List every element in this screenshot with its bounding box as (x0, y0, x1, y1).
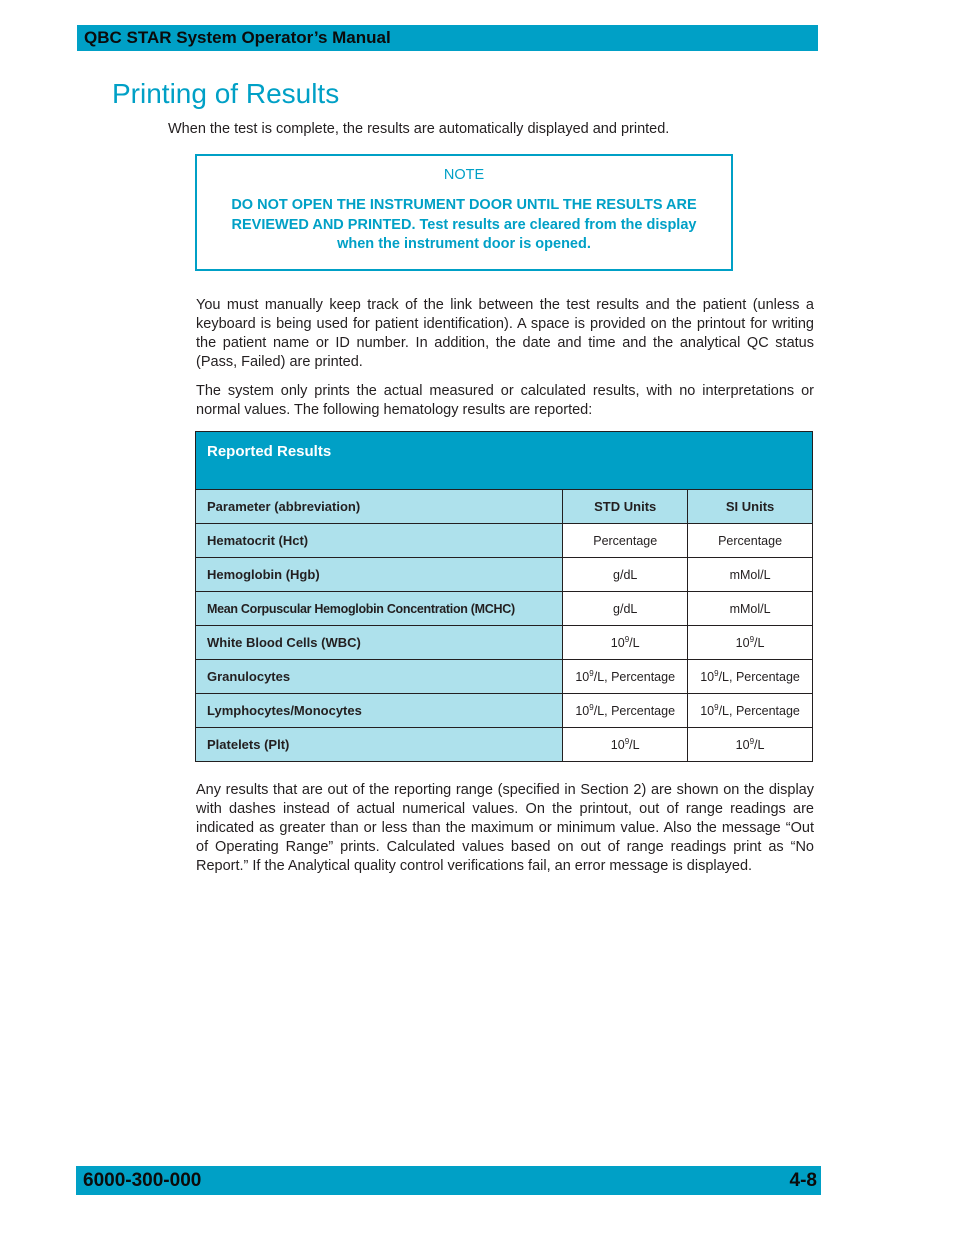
table-row (196, 626, 813, 660)
intro-text: When the test is complete, the results are automatically displayed and printed. (168, 121, 670, 137)
column-header-si-units: SI Units (688, 490, 813, 524)
note-title: NOTE (443, 167, 485, 183)
row-si-unit: mMol/L (688, 592, 813, 626)
row-std-unit: $10^9/L$, Percentage (563, 660, 688, 694)
row-parameter: Granulocytes (196, 660, 563, 694)
paragraph-reported: The system only prints the actual measured or calculated results, with no interpretations or normal values. The following hematology results are reported: (196, 383, 814, 418)
row-si-unit: $10^9/L$ (688, 626, 813, 660)
column-header-std-units: STD Units (563, 490, 688, 524)
row-std-unit: $10^9/L$, Percentage (563, 694, 688, 728)
footer-bar (76, 1166, 821, 1195)
row-std-unit: $10^9/L$ (563, 728, 688, 762)
row-si-unit: mMol/L (688, 558, 813, 592)
row-std-unit: g/dL (563, 592, 688, 626)
row-parameter: White Blood Cells (WBC) (196, 626, 563, 660)
manual-title: QBC STAR System Operator’s Manual (84, 28, 391, 47)
note-warning: DO NOT OPEN THE INSTRUMENT DOOR UNTIL THE RESULTS ARE REVIEWED AND PRINTED. (231, 197, 697, 233)
table-row (196, 592, 813, 626)
column-header-parameter: Parameter (abbreviation) (196, 490, 563, 524)
row-std-unit: Percentage (563, 524, 688, 558)
row-si-unit: $10^9/L$, Percentage (688, 660, 813, 694)
table-row (196, 524, 813, 558)
note-body (211, 196, 717, 255)
note-explanation: Test results are cleared from the display when the instrument door is opened. (337, 216, 697, 252)
row-si-unit: Percentage (688, 524, 813, 558)
table-row (196, 728, 813, 762)
paragraph-out-of-range: Any results that are out of the reporting range (specified in Section 2) are shown on the display with dashes instead of actual numerical values. On the printout, out of range readings are indicated as greater than or less than the maximum or minimum value. Also the message “Out of Operating Range” prints. Calculated values based on out of range readings print as “No Report.” If the Analytical quality control verifications fail, an error message is displayed. (196, 782, 814, 874)
row-si-unit: $10^9/L$ (688, 728, 813, 762)
row-std-unit: g/dL (563, 558, 688, 592)
row-parameter: Platelets (Plt) (196, 728, 563, 762)
table-row (196, 558, 813, 592)
row-parameter: Lymphocytes/Monocytes (196, 694, 563, 728)
row-si-unit: $10^9/L$, Percentage (688, 694, 813, 728)
page-title: Printing of Results (112, 78, 340, 109)
row-std-unit: $10^9/L$ (563, 626, 688, 660)
reported-results-table (195, 431, 813, 762)
note-box (195, 154, 733, 271)
header-bar (77, 25, 818, 51)
table-row (196, 694, 813, 728)
table-row (196, 660, 813, 694)
table-title: Reported Results (196, 432, 813, 490)
table-header-row (196, 490, 813, 524)
row-parameter: Hematocrit (Hct) (196, 524, 563, 558)
row-parameter: Hemoglobin (Hgb) (196, 558, 563, 592)
row-parameter: Mean Corpuscular Hemoglobin Concentration (MCHC) (196, 592, 563, 626)
document-number: 6000-300-000 (83, 1170, 202, 1191)
page-number: 4-8 (789, 1170, 817, 1191)
paragraph-tracking: You must manually keep track of the link between the test results and the patient (unless a keyboard is being used for patient identification). A space is provided on the printout for writing the patient name or ID number. In addition, the date and time and the analytical QC status (Pass, Failed) are printed. (196, 297, 814, 370)
table-title-row (196, 432, 813, 490)
